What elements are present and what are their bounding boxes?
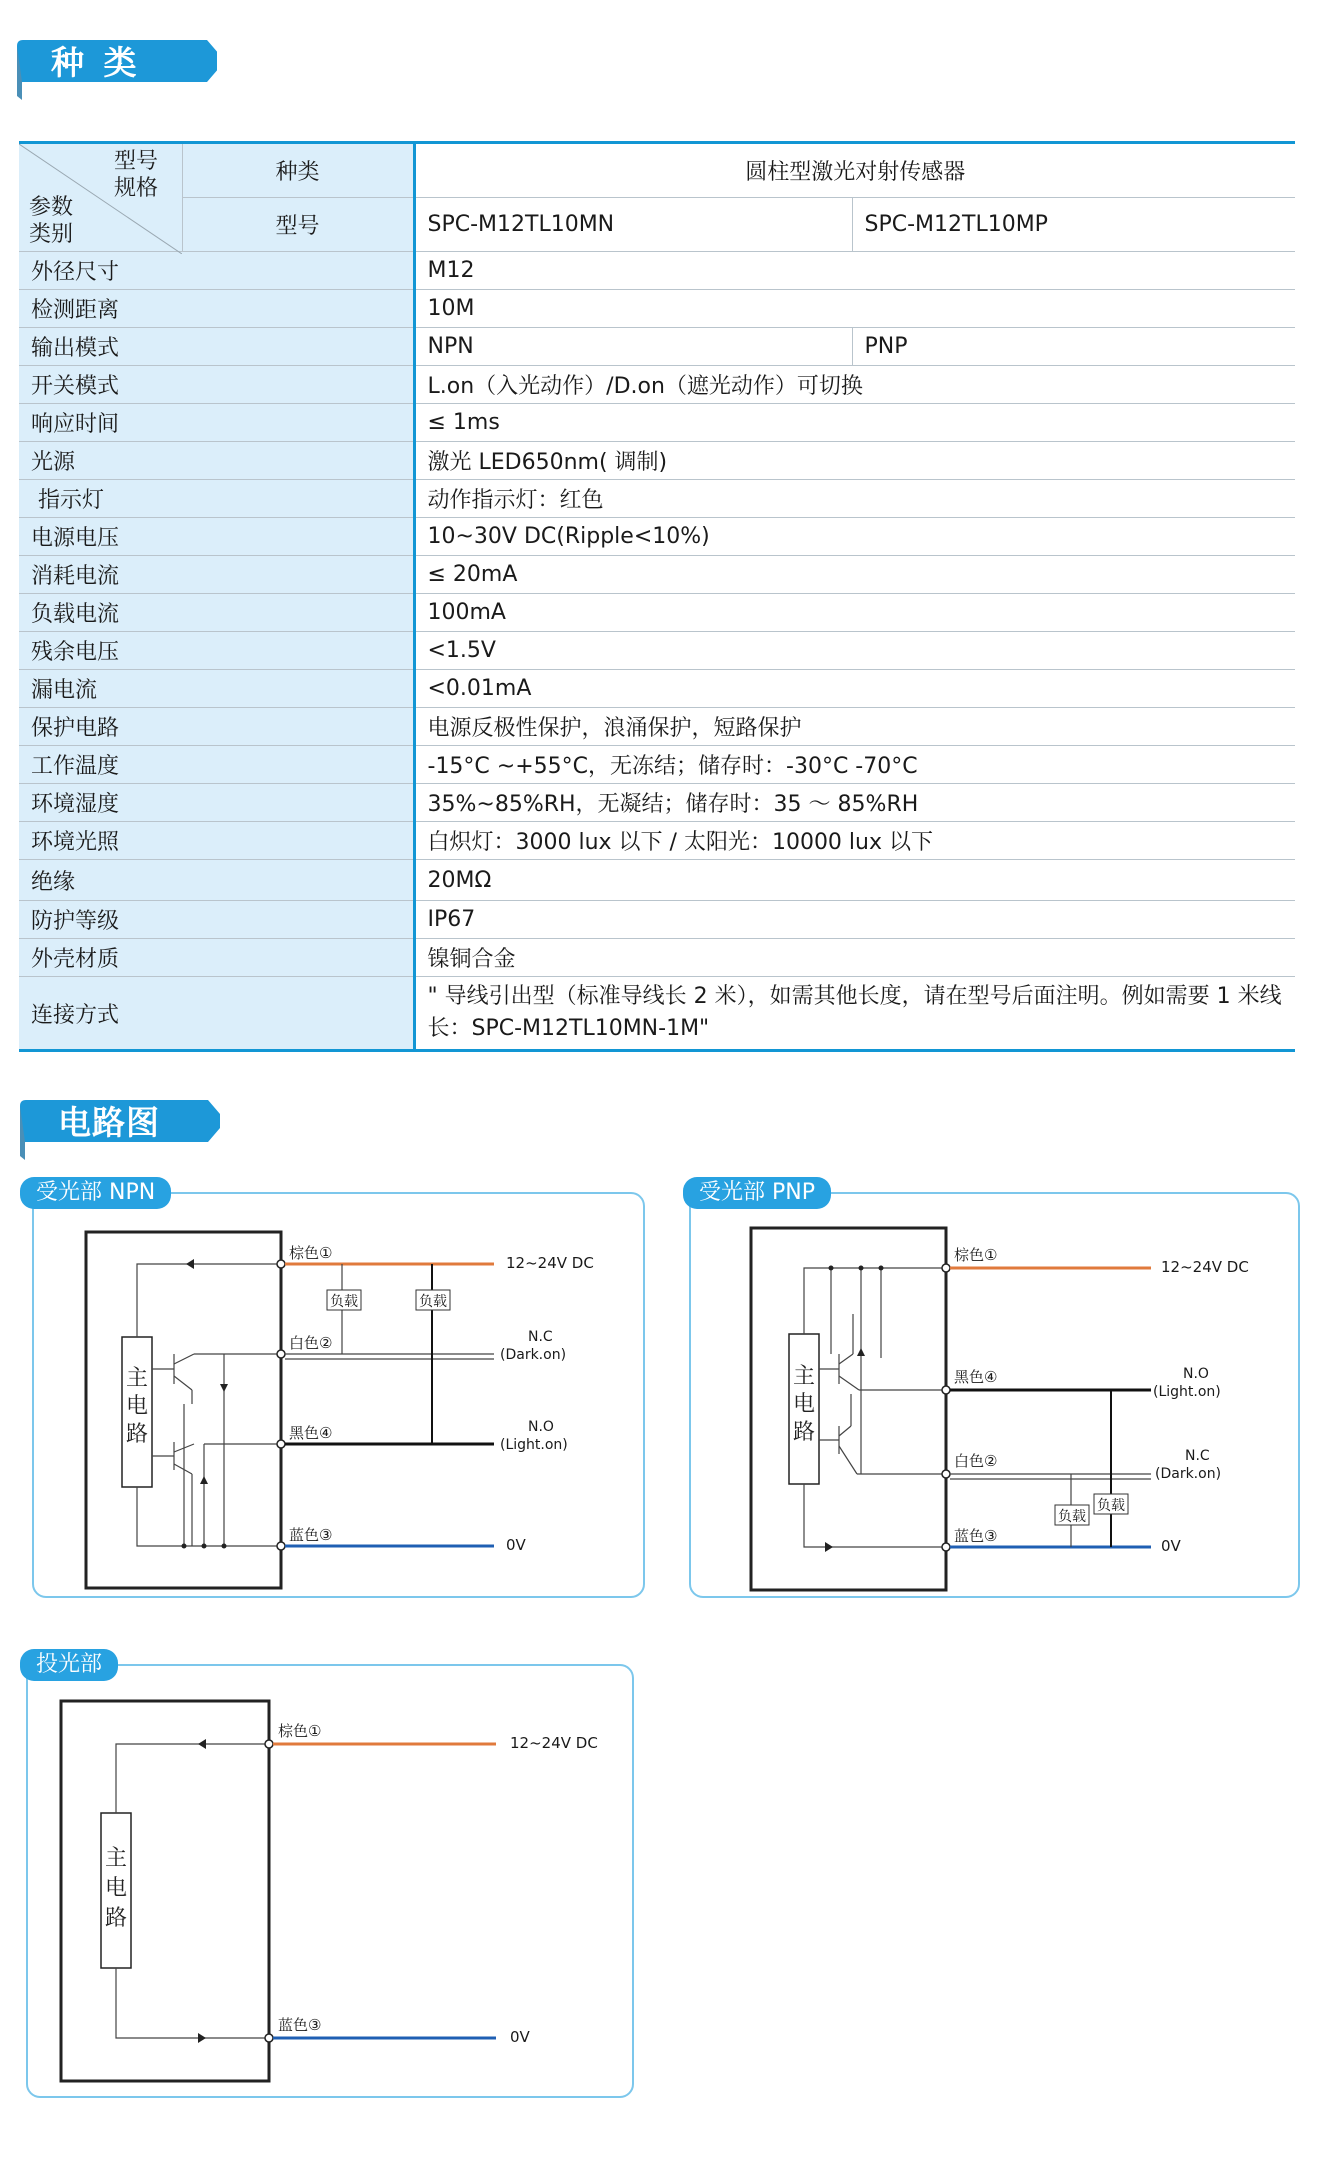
model-npn: SPC-M12TL10MN	[414, 198, 852, 252]
table-row	[19, 366, 1295, 404]
svg-text:电: 电	[104, 1876, 128, 1901]
row-value: <1.5V	[414, 632, 1295, 670]
npn-load-label: 负载	[330, 1294, 358, 1310]
emitter-blue-label: 蓝色③	[278, 2016, 322, 2034]
table-row	[19, 708, 1295, 746]
row-label: 消耗电流	[19, 556, 414, 594]
row-value: <0.01mA	[414, 670, 1295, 708]
table-row	[19, 252, 1295, 290]
row-value: 激光 LED650nm( 调制)	[414, 442, 1295, 480]
table-row	[19, 480, 1295, 518]
npn-load-label: 负载	[419, 1294, 447, 1310]
row-label: 外壳材质	[19, 939, 414, 977]
row-value: 35%~85%RH，无凝结；储存时：35 ～ 85%RH	[414, 784, 1295, 822]
row-label: 响应时间	[19, 404, 414, 442]
section-tag-types	[17, 40, 217, 82]
pnp-brown-label: 棕色①	[954, 1246, 998, 1264]
pnp-zero-label: 0V	[1161, 1537, 1181, 1555]
npn-black-label: 黑色④	[289, 1424, 333, 1442]
table-row	[19, 670, 1295, 708]
row-label: 输出模式	[19, 328, 414, 366]
table-row	[19, 746, 1295, 784]
section-title: 种 类	[51, 43, 141, 82]
table-row	[19, 518, 1295, 556]
model-pnp: SPC-M12TL10MP	[852, 198, 1295, 252]
row-value: ≤ 20mA	[414, 556, 1295, 594]
svg-text:路: 路	[104, 1906, 128, 1931]
section-tag-circuit	[20, 1100, 220, 1142]
row-value: NPN	[414, 328, 852, 366]
pnp-no-mode: (Light.on)	[1153, 1384, 1221, 1400]
row-value: 10M	[414, 290, 1295, 328]
table-row	[19, 901, 1295, 939]
svg-text:电: 电	[125, 1394, 149, 1419]
table-row	[19, 594, 1295, 632]
row-label: 环境湿度	[19, 784, 414, 822]
pnp-no-label: N.O	[1183, 1366, 1209, 1382]
table-row	[19, 939, 1295, 977]
row-value: 20MΩ	[414, 860, 1295, 901]
pnp-white-label: 白色②	[954, 1452, 998, 1470]
corner-top-label: 型号 规格	[114, 149, 159, 201]
emitter-diagram	[28, 1666, 632, 2096]
spec-table	[19, 141, 1295, 1052]
pnp-nc-label: N.C	[1185, 1448, 1210, 1464]
row-value: L.on（入光动作）/D.on（遮光动作）可切换	[414, 366, 1295, 404]
npn-no-label: N.O	[528, 1419, 554, 1435]
table-row	[19, 632, 1295, 670]
row-label: 电源电压	[19, 518, 414, 556]
table-row	[19, 822, 1295, 860]
pnp-nc-mode: (Dark.on)	[1155, 1466, 1222, 1482]
row-value-2: PNP	[852, 328, 1295, 366]
table-corner	[19, 143, 182, 252]
npn-nc-mode: (Dark.on)	[500, 1347, 567, 1363]
row-label: 光源	[19, 442, 414, 480]
row-value: 动作指示灯：红色	[414, 480, 1295, 518]
section-title: 电路图	[58, 1103, 160, 1142]
pnp-black-label: 黑色④	[954, 1368, 998, 1386]
svg-text:主: 主	[792, 1364, 816, 1389]
row-label: 负载电流	[19, 594, 414, 632]
row-label: 环境光照	[19, 822, 414, 860]
row-value: IP67	[414, 901, 1295, 939]
npn-zero-label: 0V	[506, 1536, 526, 1554]
row-label: 检测距离	[19, 290, 414, 328]
svg-text:电: 电	[792, 1392, 816, 1417]
table-row	[19, 784, 1295, 822]
pnp-tab: 受光部 PNP	[683, 1177, 831, 1209]
npn-nc-label: N.C	[528, 1329, 553, 1345]
pnp-blue-label: 蓝色③	[954, 1527, 998, 1545]
row-value: ≤ 1ms	[414, 404, 1295, 442]
npn-brown-label: 棕色①	[289, 1244, 333, 1262]
row-value: 100mA	[414, 594, 1295, 632]
row-value: 电源反极性保护，浪涌保护，短路保护	[414, 708, 1295, 746]
npn-blue-label: 蓝色③	[289, 1526, 333, 1544]
row-label: 指示灯	[19, 480, 414, 518]
row-label: 绝缘	[19, 860, 414, 901]
npn-white-label: 白色②	[289, 1334, 333, 1352]
table-row	[19, 442, 1295, 480]
row-label: 防护等级	[19, 901, 414, 939]
row-label: 外径尺寸	[19, 252, 414, 290]
svg-text:路: 路	[792, 1420, 816, 1445]
row-label: 残余电压	[19, 632, 414, 670]
npn-supply-label: 12~24V DC	[506, 1254, 594, 1272]
npn-no-mode: (Light.on)	[500, 1437, 568, 1453]
header-model: 型号	[182, 198, 414, 252]
corner-bottom-label: 参数 类别	[29, 195, 74, 247]
row-label: 保护电路	[19, 708, 414, 746]
row-value: 镍铜合金	[414, 939, 1295, 977]
table-row	[19, 977, 1295, 1051]
npn-tab: 受光部 NPN	[20, 1177, 171, 1209]
row-value: " 导线引出型（标准导线长 2 米），如需其他长度，请在型号后面注明。例如需要 1 米线长：SPC-M12TL10MN-1M"	[414, 977, 1295, 1051]
svg-text:主: 主	[125, 1366, 149, 1391]
circuit-pnp-panel	[689, 1180, 1300, 1598]
header-product: 圆柱型激光对射传感器	[414, 143, 1295, 198]
row-label: 开关模式	[19, 366, 414, 404]
row-value: 10~30V DC(Ripple<10%)	[414, 518, 1295, 556]
table-row	[19, 290, 1295, 328]
pnp-load-label: 负载	[1058, 1509, 1086, 1525]
circuit-emitter-panel	[26, 1652, 634, 2098]
emitter-brown-label: 棕色①	[278, 1722, 322, 1740]
row-label: 漏电流	[19, 670, 414, 708]
emitter-zero-label: 0V	[510, 2028, 530, 2046]
row-value: M12	[414, 252, 1295, 290]
row-value: -15°C ~+55°C，无冻结；储存时：-30°C -70°C	[414, 746, 1295, 784]
pnp-load-label: 负载	[1097, 1498, 1125, 1514]
emitter-supply-label: 12~24V DC	[510, 1734, 598, 1752]
row-value: 白炽灯：3000 lux 以下 / 太阳光：10000 lux 以下	[414, 822, 1295, 860]
circuit-npn-panel	[32, 1180, 645, 1598]
svg-text:主: 主	[104, 1846, 128, 1871]
table-row	[19, 860, 1295, 901]
emitter-tab: 投光部	[20, 1649, 118, 1681]
table-row	[19, 404, 1295, 442]
pnp-supply-label: 12~24V DC	[1161, 1258, 1249, 1276]
row-label: 连接方式	[19, 977, 414, 1051]
row-label: 工作温度	[19, 746, 414, 784]
table-row	[19, 328, 1295, 366]
header-kind: 种类	[182, 143, 414, 198]
table-row	[19, 556, 1295, 594]
svg-text:路: 路	[125, 1422, 149, 1447]
